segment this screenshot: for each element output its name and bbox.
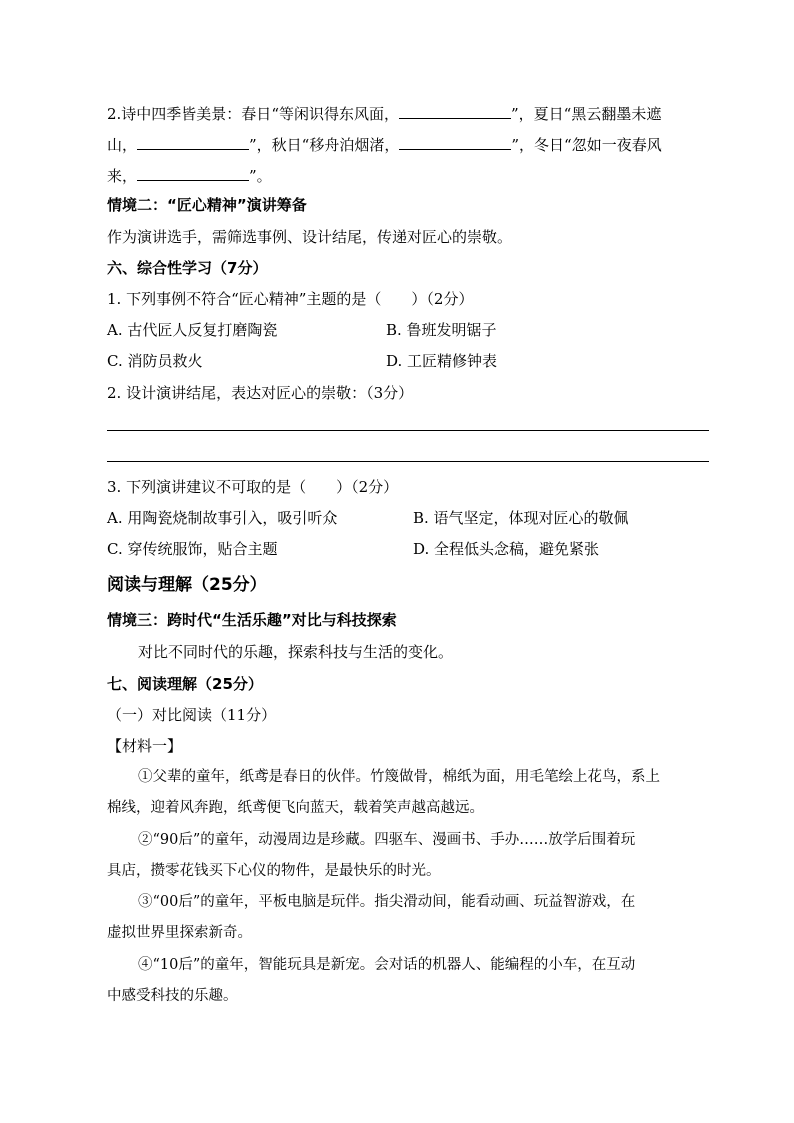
scene3-intro: 对比不同时代的乐趣，探索科技与生活的变化。 — [138, 643, 454, 661]
poem-question-text: ”，冬日“忽如一夜春风 — [511, 136, 662, 154]
paragraph-1-line-1: ①父辈的童年，纸鸢是春日的伙伴。竹篾做骨，棉纸为面，用毛笔绘上花鸟，系上 — [138, 769, 660, 785]
poem-question-text: ”，夏日“黑云翻墨未遮 — [510, 105, 662, 123]
answer-blank-spring[interactable] — [399, 100, 511, 119]
poem-question-line-2 — [107, 131, 662, 156]
material-1-title: 【材料一】 — [107, 737, 183, 755]
paragraph-4-line-1: ④“10后”的童年，智能玩具是新宠。会对话的机器人、能编程的小车，在互动 — [138, 957, 636, 973]
q3-option-c[interactable]: C. 穿传统服饰，贴合主题 — [107, 540, 278, 558]
q3-option-b[interactable]: B. 语气坚定，体现对匠心的敬佩 — [413, 509, 629, 527]
poem-question-line-1 — [107, 100, 661, 125]
poem-question-text: 2.诗中四季皆美景：春日“等闲识得东风面， — [107, 105, 399, 123]
answer-blank-winter[interactable] — [137, 162, 249, 181]
scene3-title: 情境三：跨时代“生活乐趣”对比与科技探索 — [107, 611, 397, 629]
answer-line[interactable] — [107, 430, 709, 431]
paragraph-3-line-2: 虚拟世界里探索新奇。 — [107, 925, 252, 941]
answer-blank-summer[interactable] — [137, 131, 249, 150]
paragraph-1-line-2: 棉线，迎着风奔跑，纸鸢便飞向蓝天，载着笑声越高越远。 — [107, 800, 484, 816]
paragraph-3-line-1: ③“00后”的童年，平板电脑是玩伴。指尖滑动间，能看动画、玩益智游戏，在 — [138, 894, 636, 910]
poem-question-text: ”，秋日“移舟泊烟渚， — [249, 136, 400, 154]
reading-section-heading: 阅读与理解（25分） — [107, 575, 267, 595]
sub-section-title: （一）对比阅读（11分） — [107, 706, 277, 724]
paragraph-4-line-2: 中感受科技的乐趣。 — [107, 988, 238, 1004]
section6-question-2: 2. 设计演讲结尾，表达对匠心的崇敬：（3分） — [107, 384, 414, 402]
paragraph-2-line-1: ②“90后”的童年，动漫周边是珍藏。四驱车、漫画书、手办……放学后围着玩 — [138, 832, 636, 848]
q1-option-c[interactable]: C. 消防员救火 — [107, 352, 203, 370]
poem-question-line-3 — [107, 162, 272, 187]
section6-title: 六、综合性学习（7分） — [107, 259, 268, 277]
section6-question-1: 1. 下列事例不符合“匠心精神”主题的是（ ）（2分） — [107, 290, 474, 308]
poem-question-text: ”。 — [249, 167, 272, 185]
answer-blank-autumn[interactable] — [399, 131, 511, 150]
paragraph-2-line-2: 具店，攒零花钱买下心仪的物件，是最快乐的时光。 — [107, 863, 441, 879]
answer-line[interactable] — [107, 461, 709, 462]
scene2-title: 情境二：“匠心精神”演讲筹备 — [107, 196, 307, 214]
poem-question-text: 来， — [107, 167, 138, 185]
q3-option-a[interactable]: A. 用陶瓷烧制故事引入，吸引听众 — [107, 509, 338, 527]
poem-question-text: 山， — [107, 136, 138, 154]
q1-option-a[interactable]: A. 古代匠人反复打磨陶瓷 — [107, 321, 278, 339]
scene2-intro: 作为演讲选手，需筛选事例、设计结尾，传递对匠心的崇敬。 — [107, 228, 513, 246]
q1-option-b[interactable]: B. 鲁班发明锯子 — [386, 321, 497, 339]
section7-title: 七、阅读理解（25分） — [107, 675, 263, 693]
q1-option-d[interactable]: D. 工匠精修钟表 — [386, 352, 498, 370]
q3-option-d[interactable]: D. 全程低头念稿，避免紧张 — [413, 540, 600, 558]
section6-question-3: 3. 下列演讲建议不可取的是（ ）（2分） — [107, 478, 399, 496]
